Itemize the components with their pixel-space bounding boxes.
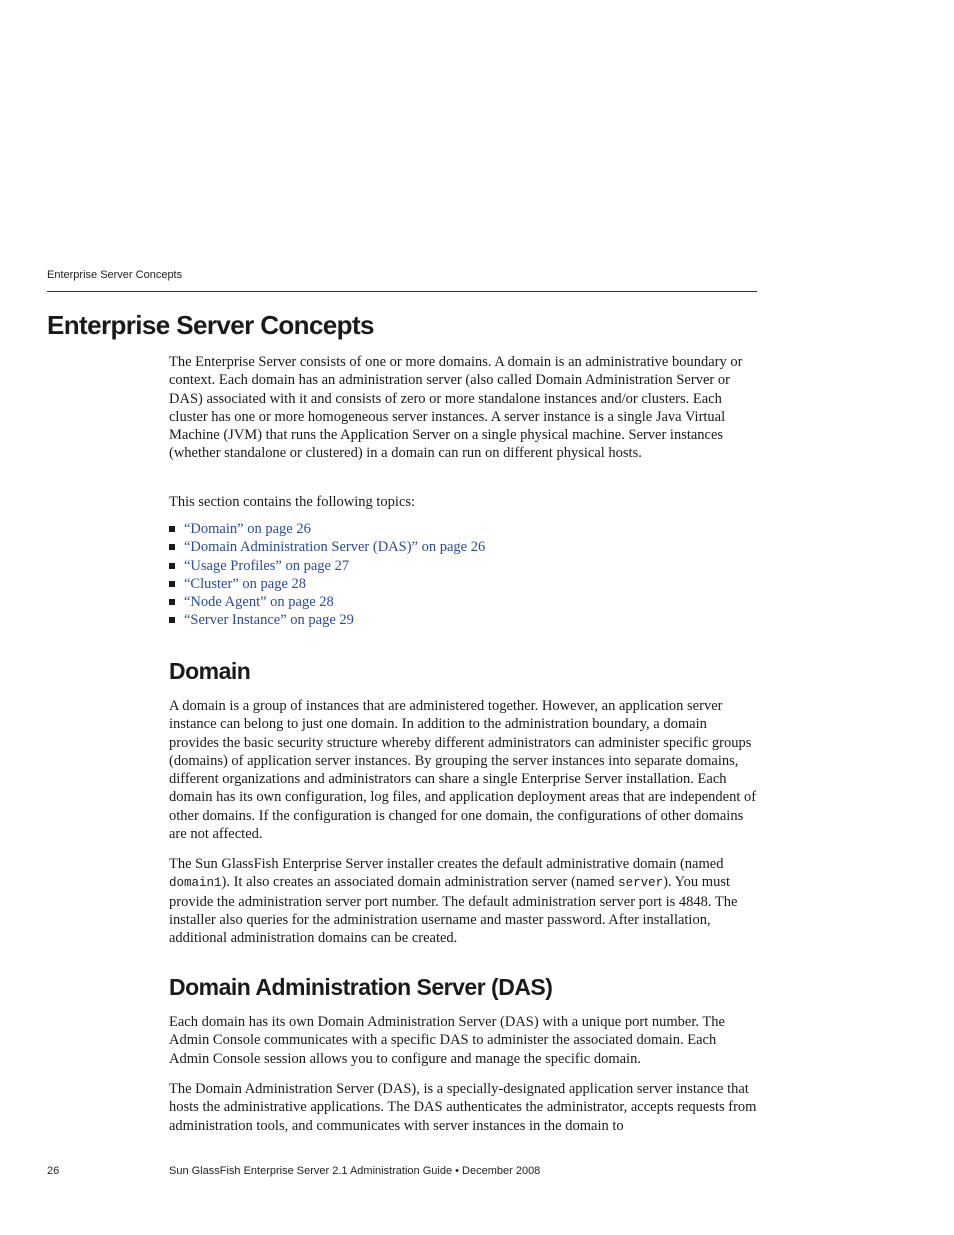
header-divider — [47, 291, 757, 292]
code-server: server — [618, 876, 664, 891]
das-paragraph-2 — [169, 1080, 759, 1135]
code-domain1: domain1 — [169, 876, 222, 891]
square-bullet-icon — [169, 563, 175, 569]
running-header: Enterprise Server Concepts — [47, 269, 183, 281]
square-bullet-icon — [169, 617, 175, 623]
square-bullet-icon — [169, 544, 175, 550]
domain-text-2 — [169, 855, 759, 947]
topics-list — [169, 520, 485, 630]
topic-link-server-instance[interactable]: “Server Instance” on page 29 — [184, 612, 354, 629]
list-item — [169, 611, 485, 629]
topic-link-domain[interactable]: “Domain” on page 26 — [184, 521, 311, 537]
das-heading: Domain Administration Server (DAS) — [169, 974, 553, 1000]
intro-text: The Enterprise Server consists of one or more domains. A domain is an administrative boundary or context. Each domain has an administration server (also called Domain Administration Server or DAS) associated with it and consists of zero or more standalone instances and/or clusters. Each cluster has one or more homogeneous server instances. A server instance is a single Java Virtual Machine (JVM) that runs the Application Server on a single physical machine. Server instances (whether standalone or clustered) in a domain can run on different physical hosts. — [169, 354, 743, 462]
list-item — [169, 557, 485, 575]
topic-link-node-agent[interactable]: “Node Agent” on page 28 — [184, 594, 334, 611]
page-number: 26 — [47, 1165, 60, 1177]
domain-text-2-part: ). It also creates an associated domain administration server (named — [221, 874, 619, 891]
topic-link-cluster[interactable]: “Cluster” on page 28 — [184, 575, 307, 592]
domain-text-2-part: ). You must provide the administration server port number. The default administration server port is 4848. The installer also queries for the administration username and master password. After installation, additional administration domains can be created. — [169, 874, 738, 947]
square-bullet-icon — [169, 526, 175, 532]
list-item — [169, 575, 485, 593]
topics-lead-text: This section contains the following topics: — [169, 494, 416, 510]
topics-lead — [169, 493, 759, 511]
topic-link-das[interactable]: “Domain Administration Server (DAS)” on page 26 — [184, 539, 486, 556]
domain-paragraph-1 — [169, 697, 759, 843]
domain-paragraph-2 — [169, 855, 759, 947]
intro-paragraph — [169, 353, 759, 463]
list-item — [169, 538, 485, 556]
das-text-1: Each domain has its own Domain Administration Server (DAS) with a unique port number. The Admin Console communicates with a specific DAS to administer the associated domain. Each Admin Console session allows you to configure and manage the specific domain. — [169, 1014, 725, 1067]
das-paragraph-1 — [169, 1013, 759, 1068]
square-bullet-icon — [169, 581, 175, 587]
square-bullet-icon — [169, 599, 175, 605]
domain-heading: Domain — [169, 658, 251, 684]
domain-text-2-part: The Sun GlassFish Enterprise Server installer creates the default administrative domain (named — [169, 856, 724, 872]
topic-link-usage-profiles[interactable]: “Usage Profiles” on page 27 — [184, 557, 350, 574]
das-text-2: The Domain Administration Server (DAS), is a specially-designated application server instance that hosts the administrative applications. The DAS authenticates the administrator, accepts requests from administration tools, and communicates with server instances in the domain to — [169, 1081, 757, 1134]
list-item — [169, 520, 485, 538]
domain-text-1: A domain is a group of instances that are administered together. However, an application server instance can belong to just one domain. In addition to the administration boundary, a domain provides the basic security structure whereby different administrators can administer specific groups (domains) of application server instances. By grouping the server instances into separate domains, different organizations and administrators can share a single Enterprise Server installation. Each domain has its own configuration, log files, and application deployment areas that are independent of other domains. If the configuration is changed for one domain, the configurations of other domains are not affected. — [169, 698, 757, 843]
section-title: Enterprise Server Concepts — [47, 310, 374, 340]
list-item — [169, 593, 485, 611]
footer-book-title: Sun GlassFish Enterprise Server 2.1 Administration Guide • December 2008 — [169, 1165, 541, 1177]
